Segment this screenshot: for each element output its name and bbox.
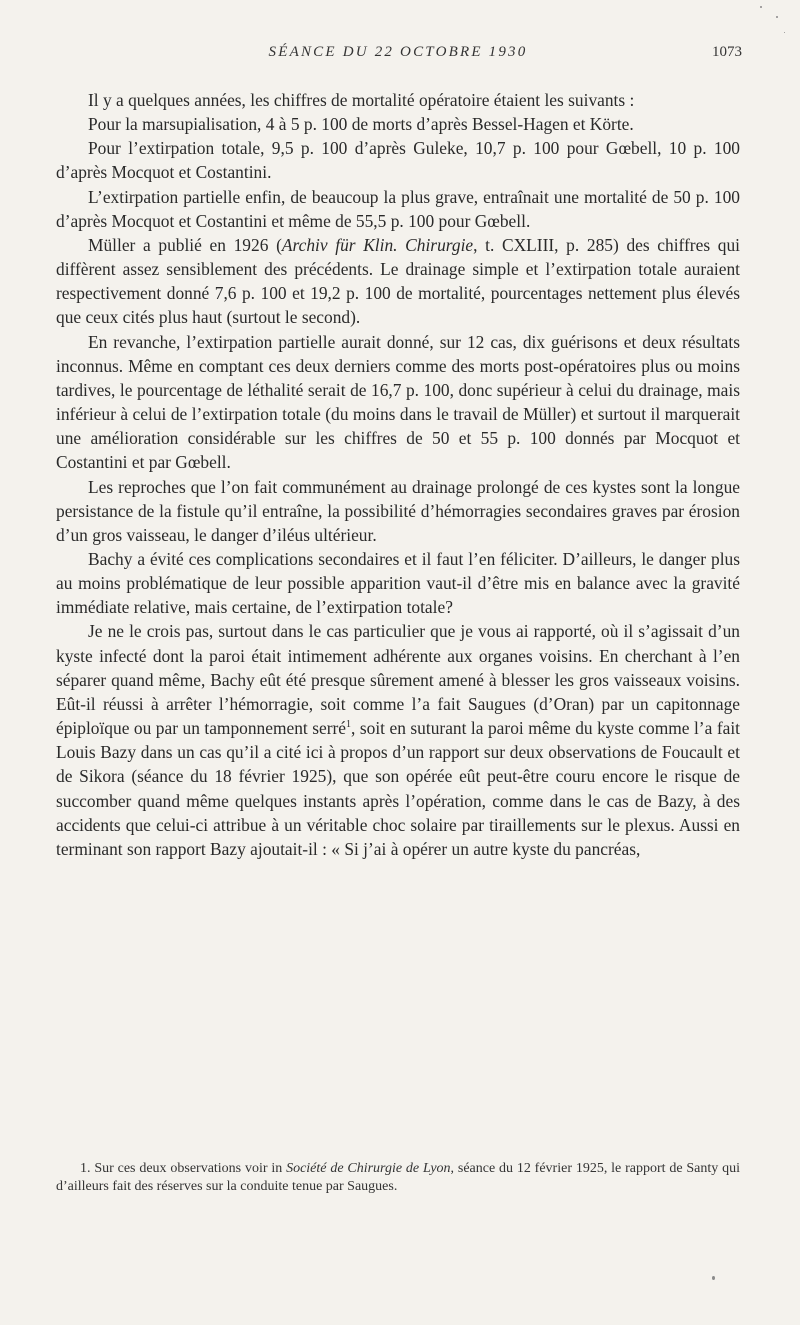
running-title: SÉANCE DU 22 OCTOBRE 1930 <box>268 44 528 60</box>
page-number: 1073 <box>712 44 742 60</box>
body-text <box>56 88 740 861</box>
paper-speck <box>784 32 785 33</box>
footnote <box>56 1160 740 1196</box>
paper-speck <box>760 6 762 8</box>
paragraph-2: Pour la marsupialisation, 4 à 5 p. 100 de morts d’après Bessel-Hagen et Körte. <box>88 114 634 135</box>
footnote-text-a: 1. Sur ces deux observations voir in <box>80 1161 287 1176</box>
paragraph-5-text-b: , t. CXLIII, p. 285) des chiffres qui diffèrent assez sensiblement des précédents. Le drainage simple et l’extirpation totale auraient respectivement donné 7,6 p. 100 et 19,2 p. 100 de mortalité, pourcentages nettement plus élevés que ceux cités plus haut (surtout le second). <box>56 234 740 328</box>
paragraph-5 <box>56 233 740 330</box>
footnote-reference[interactable]: 1 <box>346 719 352 731</box>
paragraph-5-text-a: Müller a publié en 1926 ( <box>88 234 282 255</box>
paragraph-1: Il y a quelques années, les chiffres de mortalité opératoire étaient les suivants : <box>88 90 635 110</box>
paragraph-6: En revanche, l’extirpation partielle aurait donné, sur 12 cas, dix guérisons et deux résultats inconnus. Même en comptant ces deux derniers comme des morts post-opératoires plus ou moins tardives, le pourcentage de léthalité serait de 16,7 p. 100, donc supérieur à celui du drainage, mais inférieur à celui de l’extirpation totale (du moins dans le travail de Müller) et surtout il marquerait une amélioration considérable sur les chiffres de 50 et 55 p. 100 donnés par Mocquot et Costantini et par Gœbell. <box>56 331 740 473</box>
journal-citation: Archiv für Klin. Chirurgie <box>281 234 474 255</box>
paper-speck <box>776 16 778 18</box>
paragraph-3: Pour l’extirpation totale, 9,5 p. 100 d’après Guleke, 10,7 p. 100 pour Gœbell, 10 p. 100 d’après Mocquot et Costantini. <box>56 138 740 183</box>
paragraph-9-text-b: , soit en suturant la paroi même du kyste comme l’a fait Louis Bazy dans un cas qu’il a cité ici à propos d’un rapport sur deux observations de Foucault et de Sikora (séance du 18 février 1925), que son opérée eût peut-être couru encore le risque de succomber quand même quelques instants après l’opération, comme dans le cas de Bazy, à des accidents que celui-ci attribue à un véritable choc solaire par tiraillements sur le plexus. Aussi en terminant son rapport Bazy ajoutait-il : « Si j’ai à opérer un autre kyste du pancréas, <box>56 718 740 859</box>
paragraph-8: Bachy a évité ces complications secondaires et il faut l’en féliciter. D’ailleurs, le danger plus au moins problématique de leur possible apparition vaut-il d’être mis en balance avec la gravité immédiate relative, mais certaine, de l’extirpation totale? <box>56 548 740 618</box>
paragraph-4: L’extirpation partielle enfin, de beaucoup la plus grave, entraînait une mortalité de 50 p. 100 d’après Mocquot et Costantini et même de 55,5 p. 100 pour Gœbell. <box>56 186 740 231</box>
footnote-text <box>56 1160 740 1196</box>
paragraph-7: Les reproches que l’on fait communément au drainage prolongé de ces kystes sont la longue persistance de la fistule qu’il entraîne, la possibilité d’hémorragies secondaires graves par érosion d’un gros vaisseau, le danger d’iléus ultérieur. <box>56 476 740 545</box>
paragraph-9-text-a: Je ne le crois pas, surtout dans le cas particulier que je vous ai rapporté, où il s’agissait d’un kyste infecté dont la paroi était intimement adhérente aux organes voisins. En cherchant à l’en séparer quand même, Bachy eût été presque sûrement amené à blesser les gros vaisseaux voisins. Eût-il réussi à arrêter l’hémorragie, soit comme l’a fait Saugues (d’Oran) par un capitonnage épiploïque ou par un tamponnement serré <box>56 621 740 739</box>
paper-speck <box>712 1276 715 1280</box>
paragraph-9 <box>56 619 740 861</box>
footnote-journal: Société de Chirurgie de Lyon <box>286 1161 451 1176</box>
running-head <box>56 44 740 68</box>
footnote-text-b: , séance du 12 février 1925, le rapport de Santy qui d’ailleurs fait des réserves sur la conduite tenue par Saugues. <box>56 1161 740 1194</box>
